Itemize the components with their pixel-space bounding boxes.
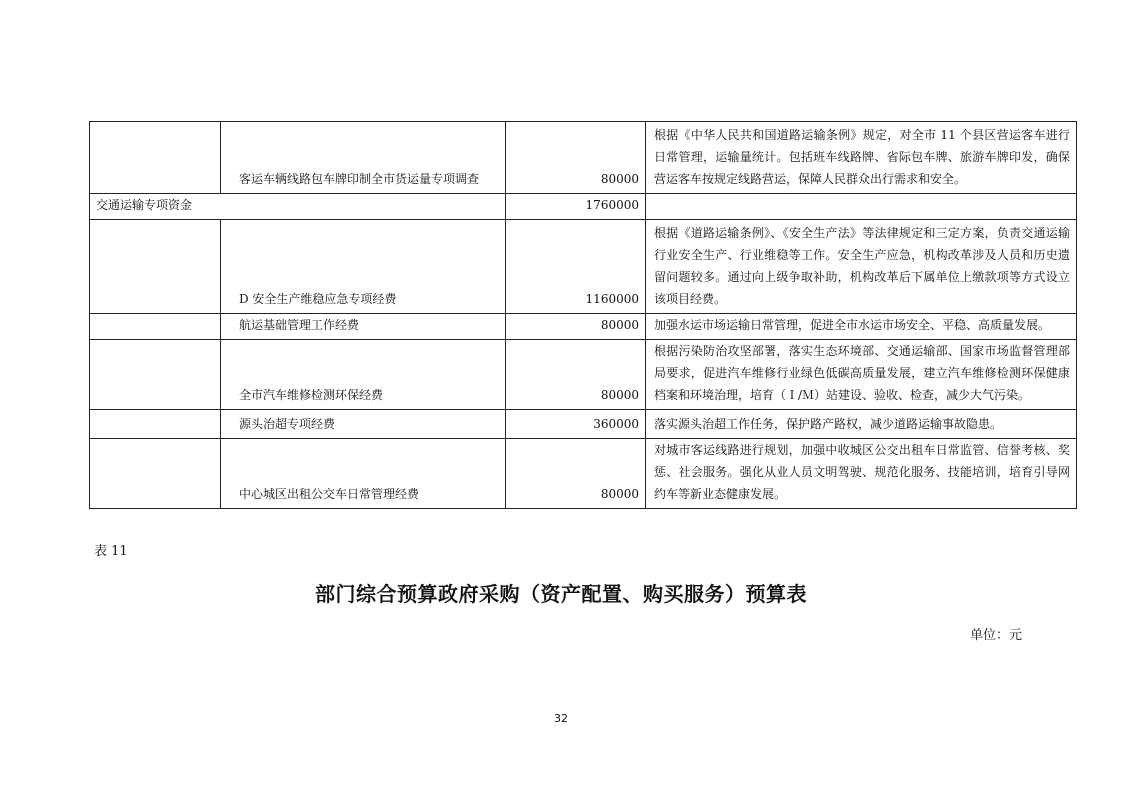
table-cell-empty (90, 314, 221, 340)
project-amount: 80000 (506, 439, 646, 509)
project-name: 交通运输专项资金 (90, 194, 506, 220)
project-amount: 80000 (506, 340, 646, 410)
project-description: 加强水运市场运输日常管理，促进全市水运市场安全、平稳、高质量发展。 (646, 314, 1077, 340)
table-cell-empty (90, 340, 221, 410)
project-description: 根据《道路运输条例》、《安全生产法》等法律规定和三定方案，负责交通运输行业安全生产、行业维稳等工作。安全生产应急，机构改革涉及人员和历史遗留问题较多。通过向上级争取补助，机构改革后下属单位上缴款项等方式设立该项目经费。 (646, 220, 1077, 314)
page-title: 部门综合预算政府采购（资产配置、购买服务）预算表 (315, 582, 807, 606)
table-row (90, 410, 1077, 439)
table-row (90, 439, 1077, 509)
project-description: 根据《中华人民共和国道路运输条例》规定，对全市 11 个县区营运客车进行日常管理，运输量统计。包括班车线路牌、省际包车牌、旅游车牌印发，确保营运客车按规定线路营运，保障人民群众出行需求和安全。 (646, 122, 1077, 194)
project-name: 中心城区出租公交车日常管理经费 (221, 439, 506, 509)
project-amount: 1760000 (506, 194, 646, 220)
table-row (90, 314, 1077, 340)
budget-table (89, 121, 1077, 509)
table-cell-empty (90, 439, 221, 509)
project-name: 航运基础管理工作经费 (221, 314, 506, 340)
project-amount: 80000 (506, 314, 646, 340)
project-description: 对城市客运线路进行规划，加强中收城区公交出租车日常监管、信誉考核、奖惩、社会服务。强化从业人员文明驾驶、规范化服务、技能培训，培育引导网约车等新业态健康发展。 (646, 439, 1077, 509)
project-name: 源头治超专项经费 (221, 410, 506, 439)
table-cell-empty (90, 122, 221, 194)
project-description (646, 194, 1077, 220)
project-name: D 安全生产维稳应急专项经费 (221, 220, 506, 314)
project-name: 客运车辆线路包车牌印制全市货运量专项调查 (221, 122, 506, 194)
project-name: 全市汽车维修检测环保经费 (221, 340, 506, 410)
project-amount: 1160000 (506, 220, 646, 314)
table-row (90, 194, 1077, 220)
project-amount: 80000 (506, 122, 646, 194)
table-cell-empty (90, 220, 221, 314)
table-row (90, 122, 1077, 194)
project-amount: 360000 (506, 410, 646, 439)
project-description: 根据污染防治攻坚部署，落实生态环境部、交通运输部、国家市场监督管理部局要求，促进汽车维修行业绿色低碳高质量发展，建立汽车维修检测环保健康档案和环境治理，培育（Ｉ/Ｍ）站建设、验收、检查，减少大气污染。 (646, 340, 1077, 410)
table-number: 表 11 (94, 544, 128, 559)
page-number: 32 (554, 712, 568, 725)
table-cell-empty (90, 410, 221, 439)
table-row (90, 340, 1077, 410)
table-row (90, 220, 1077, 314)
unit-label: 单位：元 (970, 628, 1023, 643)
project-description: 落实源头治超工作任务，保护路产路权，减少道路运输事故隐患。 (646, 410, 1077, 439)
